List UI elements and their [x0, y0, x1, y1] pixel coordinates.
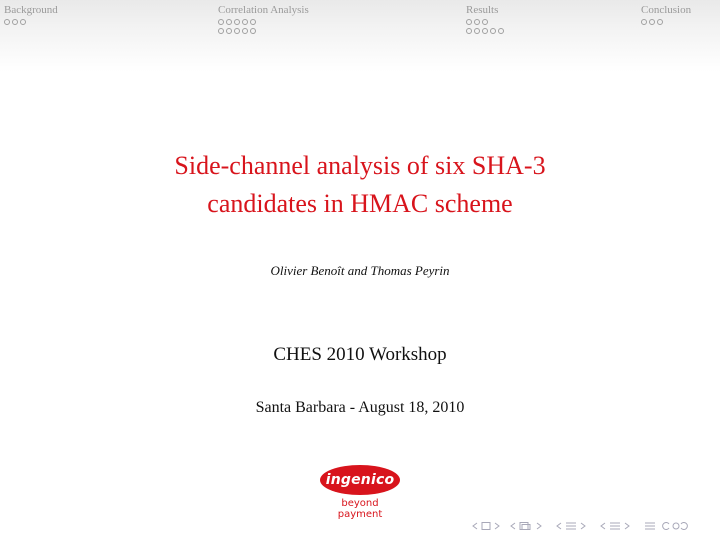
slide-title-line: Side-channel analysis of six SHA-3 [174, 151, 546, 180]
nav-dot[interactable] [20, 19, 26, 25]
nav-toc-control[interactable] [644, 521, 656, 531]
nav-dot[interactable] [226, 28, 232, 34]
nav-dot[interactable] [12, 19, 18, 25]
search-back-forward-icon[interactable] [662, 521, 688, 531]
nav-frame-controls[interactable] [472, 521, 504, 531]
nav-dot[interactable] [250, 19, 256, 25]
nav-section-results[interactable] [466, 4, 504, 34]
nav-section-conclusion[interactable] [641, 4, 691, 25]
nav-section-label[interactable]: Correlation Analysis [218, 4, 309, 16]
nav-dot[interactable] [4, 19, 10, 25]
logo-brand: ingenico [320, 465, 400, 495]
slide-title [0, 147, 720, 223]
nav-dot[interactable] [250, 28, 256, 34]
nav-dot[interactable] [226, 19, 232, 25]
authors: Olivier Benoît and Thomas Peyrin [270, 263, 450, 278]
nav-dot[interactable] [466, 19, 472, 25]
section-navigation-bar [0, 0, 720, 72]
nav-dot[interactable] [498, 28, 504, 34]
nav-section-label[interactable]: Results [466, 4, 499, 16]
nav-dot[interactable] [234, 28, 240, 34]
nav-dot[interactable] [482, 19, 488, 25]
toc-icon[interactable] [644, 521, 656, 531]
nav-dot[interactable] [234, 19, 240, 25]
nav-subsection-dots [218, 19, 309, 25]
nav-subsection-controls[interactable] [510, 521, 550, 531]
nav-presentation-controls[interactable] [600, 521, 638, 531]
nav-dot[interactable] [649, 19, 655, 25]
nav-dot[interactable] [474, 19, 480, 25]
event-name: CHES 2010 Workshop [273, 344, 447, 365]
logo-tagline-line: payment [337, 509, 383, 520]
nav-dot[interactable] [641, 19, 647, 25]
nav-section-correlation-analysis[interactable] [218, 4, 309, 34]
nav-subsection-dots [466, 28, 504, 34]
nav-dot[interactable] [466, 28, 472, 34]
nav-section-label[interactable]: Background [4, 4, 58, 16]
slide-title-line: candidates in HMAC scheme [207, 189, 513, 218]
nav-dot[interactable] [474, 28, 480, 34]
beamer-navigation-controls [472, 521, 688, 531]
presentation-nav-icon[interactable] [600, 521, 638, 531]
nav-dot[interactable] [490, 28, 496, 34]
nav-subsection-dots [466, 19, 504, 25]
subsection-nav-icon[interactable] [510, 521, 550, 531]
section-nav-icon[interactable] [556, 521, 594, 531]
nav-subsection-dots [4, 19, 58, 25]
nav-section-controls[interactable] [556, 521, 594, 531]
frame-nav-icon[interactable] [472, 521, 504, 531]
nav-search-controls[interactable] [662, 521, 688, 531]
nav-section-label[interactable]: Conclusion [641, 4, 692, 16]
nav-dot[interactable] [242, 19, 248, 25]
nav-section-background[interactable] [4, 4, 58, 25]
logo-tagline-line: beyond [341, 498, 379, 509]
nav-subsection-dots [641, 19, 691, 25]
nav-dot[interactable] [657, 19, 663, 25]
nav-subsection-dots [218, 28, 309, 34]
logo-tagline [318, 498, 402, 520]
nav-dot[interactable] [218, 28, 224, 34]
location-date: Santa Barbara - August 18, 2010 [255, 399, 465, 416]
nav-dot[interactable] [482, 28, 488, 34]
nav-dot[interactable] [218, 19, 224, 25]
ingenico-logo [318, 465, 402, 529]
nav-dot[interactable] [242, 28, 248, 34]
